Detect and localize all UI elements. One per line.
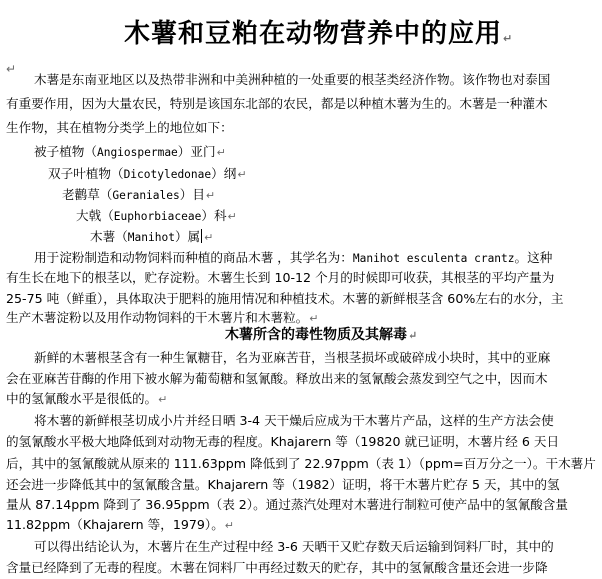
para4-line-4: 还会进一步降低其中的氢氰酸含量。Khajarern 等（1982）证明，将干木薯片贮存 5 天，其中的氢 xyxy=(6,477,560,492)
paragraph-mark-icon: ↵ xyxy=(503,32,514,45)
paragraph-mark-icon: ↵ xyxy=(216,146,226,159)
paragraph-mark-icon: ↵ xyxy=(408,329,418,342)
paragraph-mark-icon: ↵ xyxy=(205,189,216,202)
para3-line-3: 中的氢氰酸水平是很低的。↵ xyxy=(6,391,168,406)
para4-line-3: 后，其中的氢氰酸就从原来的 111.63ppm 降低到了 22.97ppm（表 1）（ppm=百万分之一）。干木薯片 xyxy=(6,456,596,471)
paragraph-mark-icon: ↵ xyxy=(6,62,17,76)
paragraph-mark-icon: ↵ xyxy=(237,168,247,181)
taxonomy-family: 大戟（Euphorbiaceae）科↵ xyxy=(76,208,237,223)
paragraph-mark-icon: ↵ xyxy=(227,210,237,223)
taxonomy-subphylum: 被子植物（Angiospermae）亚门↵ xyxy=(34,144,226,159)
para3-line-2: 会在亚麻苦苷酶的作用下被水解为葡萄糖和氢氰酸。释放出来的氢氰酸会蒸发到空气之中，因而木 xyxy=(6,371,548,386)
para2-line-1: 用于淀粉制造和动物饲料而种植的商品木薯 ，其学名为：Manihot esculenta crantz。这种 xyxy=(34,250,553,265)
para4-line-6: 11.82ppm（Khajarern 等，1979）。↵ xyxy=(6,517,235,532)
para4-line-5: 量从 87.14ppm 降到了 36.95ppm（表 2）。通过蒸汽处理对木薯进行制粒可使产品中的氢氰酸含量 xyxy=(6,497,568,512)
para3-line-1: 新鲜的木薯根茎含有一种生氰糖苷，名为亚麻苦苷，当根茎损坏或破碎成小块时，其中的亚麻 xyxy=(34,350,551,365)
taxonomy-class: 双子叶植物（Dicotyledonae）纲↵ xyxy=(48,166,247,181)
intro-line-2: 有重要作用，因为大量农民，特别是该国东北部的农民，都是以种植木薯为生的。木薯是一种灌木 xyxy=(6,96,548,111)
paragraph-mark-icon: ↵ xyxy=(224,519,235,532)
para2-line-2: 有生长在地下的根茎以，贮存淀粉。木薯生长到 10-12 个月的时候即可收获，其根茎的平均产量为 xyxy=(6,270,555,285)
para2-line-3: 25-75 吨（鲜重），具体取决于肥料的施用情况和种植技术。木薯的新鲜根茎含 60%左右的水分，主 xyxy=(6,291,564,306)
para5-line-2: 含量已经降到了无毒的程度。木薯在饲料厂中再经过数天的贮存，其中的氢氰酸含量还会进一步降 xyxy=(6,560,548,575)
para4-line-2: 的氢氰酸水平极大地降低到对动物无毒的程度。Khajarern 等（19820 就已证明，木薯片经 6 天日 xyxy=(6,434,560,449)
intro-line-1: 木薯是东南亚地区以及热带非洲和中美洲种植的一处重要的根茎类经济作物。该作物也对泰国 xyxy=(34,72,551,87)
text-cursor xyxy=(201,229,202,243)
paragraph-mark-icon: ↵ xyxy=(204,231,214,244)
para2-line-4: 生产木薯淀粉以及用作动物饲料的干木薯片和木薯粒。↵ xyxy=(6,310,319,325)
taxonomy-genus: 木薯（Manihot）属 ↵ xyxy=(90,229,214,244)
document-title xyxy=(124,16,513,57)
paragraph-mark-icon: ↵ xyxy=(158,393,168,406)
para4-line-1: 将木薯的新鲜根茎切成小片并经日晒 3-4 天干燥后应成为干木薯片产品，这样的生产方法会使 xyxy=(34,413,554,428)
intro-line-3: 生作物，其在植物分类学上的地位如下： xyxy=(6,120,233,135)
taxonomy-order: 老鹳草（Geraniales）目↵ xyxy=(62,187,216,202)
document-title-text: 木薯和豆粕在动物营养中的应用 xyxy=(124,19,503,49)
para5-line-1: 可以得出结论认为，木薯片在生产过程中经 3-6 天晒干又贮存数天后运输到饲料厂时，其中的 xyxy=(34,539,554,554)
section-heading: 木薯所含的毒性物质及其解毒↵ xyxy=(225,327,418,343)
paragraph-mark-icon: ↵ xyxy=(309,312,319,325)
